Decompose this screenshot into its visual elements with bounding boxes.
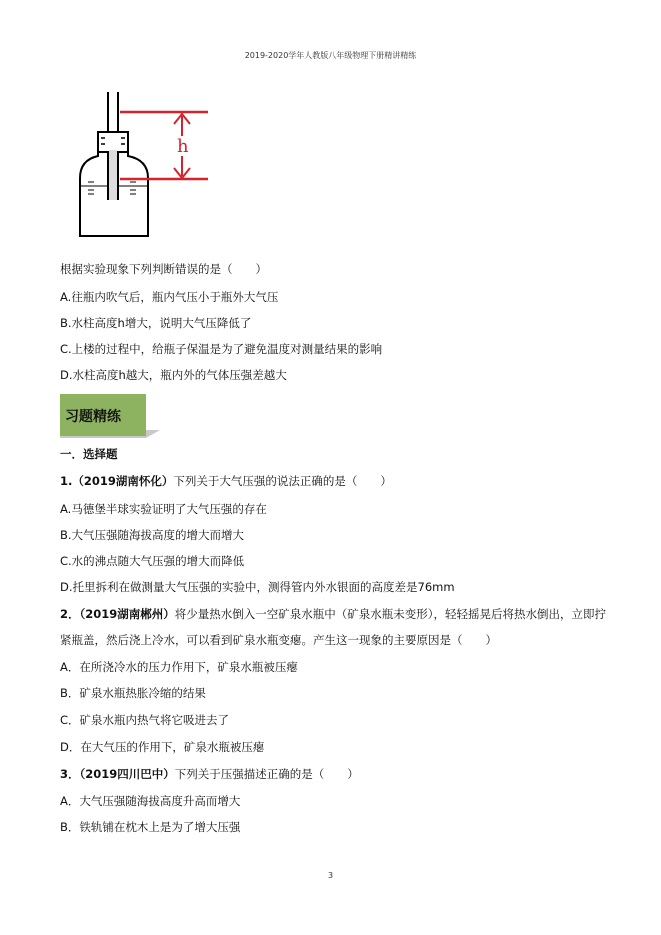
q1-stem: 下列关于大气压强的说法正确的是（ ）	[173, 474, 392, 488]
intro-option-d: D.水柱高度h越大，瓶内外的气体压强差越大	[60, 368, 287, 382]
q3-number: 3．	[60, 767, 80, 781]
section-heading: 一．选择题	[60, 447, 118, 461]
bottle-diagram	[60, 90, 240, 240]
q3-stem-line	[60, 767, 359, 781]
q2-number: 2．	[60, 607, 80, 621]
height-label: h	[177, 136, 189, 157]
q1-number: 1.	[60, 474, 73, 488]
q2-option-b: B．矿泉水瓶热胀冷缩的结果	[60, 686, 206, 700]
banner-label: 习题精练	[65, 409, 121, 425]
intro-option-b: B.水柱高度h增大，说明大气压降低了	[60, 316, 252, 330]
experiment-figure	[60, 90, 240, 240]
q1-option-a: A.马德堡半球实验证明了大气压强的存在	[60, 502, 267, 516]
q3-stem: 下列关于压强描述正确的是（ ）	[174, 767, 359, 781]
q2-option-a: A．在所浇冷水的压力作用下，矿泉水瓶被压瘪	[60, 660, 298, 674]
intro-option-a: A.往瓶内吹气后，瓶内气压小于瓶外大气压	[60, 290, 279, 304]
q1-option-c: C.水的沸点随大气压强的增大而降低	[60, 554, 245, 568]
intro-question-stem: 根据实验现象下列判断错误的是（ ）	[60, 262, 267, 276]
q2-stem-part1: 将少量热水倒入一空矿泉水瓶中（矿泉水瓶未变形），轻轻摇晃后将热水倒出，立即拧	[174, 607, 607, 621]
q1-stem-line	[60, 474, 392, 488]
q2-option-c: C．矿泉水瓶内热气将它吸进去了	[60, 713, 230, 727]
q2-stem-line2: 紧瓶盖，然后浇上冷水，可以看到矿泉水瓶变瘪。产生这一现象的主要原因是（ ）	[60, 633, 497, 647]
q3-source: （2019四川巴中）	[79, 767, 175, 781]
q3-option-a: A．大气压强随海拔高度升高而增大	[60, 794, 241, 808]
water-column	[109, 150, 117, 200]
q2-stem-line1	[60, 607, 606, 621]
q2-source: （2019湖南郴州）	[79, 607, 175, 621]
q1-option-d: D.托里拆利在做测量大气压强的实验中，测得管内外水银面的高度差是76mm	[60, 580, 455, 594]
q3-option-b: B．铁轨铺在枕木上是为了增大压强	[60, 820, 241, 834]
bottle-stopper	[98, 132, 128, 152]
q2-option-d: D．在大气压的作用下，矿泉水瓶被压瘪	[60, 740, 265, 754]
q1-source: （2019湖南怀化）	[72, 474, 174, 488]
page-number: 3	[327, 871, 334, 880]
q1-option-b: B.大气压强随海拔高度的增大而增大	[60, 528, 245, 542]
section-banner	[60, 394, 160, 436]
page-header: 2019-2020学年人教版八年级物理下册精讲精练	[244, 51, 417, 60]
intro-option-c: C.上楼的过程中，给瓶子保温是为了避免温度对测量结果的影响	[60, 342, 383, 356]
